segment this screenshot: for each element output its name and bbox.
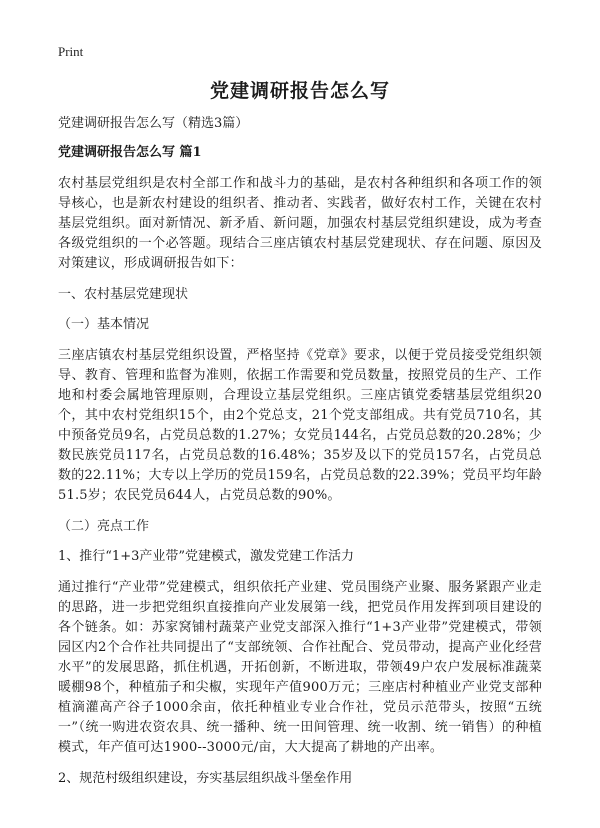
highlight-1-heading: 1、推行“1+3产业带”党建模式，激发党建工作活力	[58, 549, 354, 564]
highlight-1-paragraph: 通过推行“产业带”党建模式，组织依托产业建、党员围绕产业聚、服务紧跟产业走的思路，进一步把党组织直接推向产业发展第一线，把党员作用发挥到项目建设的各个链条。如：苏家窝铺村蔬菜产业党支部深入推行“1+3产业带”党建模式，带领园区内2个合作社共同提出了“支部统领、合作社配合、党员带动，提高产业化经营水平”的发展思路，抓住机遇，开拓创新，不断进取，带领49户农户发展标准蔬菜暖棚98个，种植茄子和尖椒，实现年产值900万元；三座店村种植业产业党支部种植滴灌高产谷子1000余亩，依托种植业专业合作社，党员示范带头，按照“五统一”（统一购进农资农具、统一播种、统一田间管理、统一收割、统一销售）的种植模式，年产值可达1900--3000元/亩，大大提高了耕地的产出率。	[58, 580, 542, 755]
intro-paragraph: 农村基层党组织是农村全部工作和战斗力的基础，是农村各种组织和各项工作的领导核心，也是新农村建设的组织者、推动者、实践者，做好农村工作，关键在农村基层党组织。面对新情况、新矛盾、新问题，加强农村基层党组织建设，成为考查各级党组织的一个必答题。现结合三座店镇农村基层党建现状、存在问题、原因及对策建议，形成调研报告如下：	[58, 176, 542, 271]
print-label: Print	[58, 44, 84, 59]
heading-basic-info: （一）基本情况	[58, 317, 150, 332]
document-title: 党建调研报告怎么写	[209, 80, 390, 102]
document-subtitle: 党建调研报告怎么写（精选3篇）	[58, 116, 249, 131]
heading-highlights: （二）亮点工作	[58, 519, 150, 534]
section-heading: 党建调研报告怎么写 篇1	[58, 145, 202, 160]
highlight-2-heading: 2、规范村级组织建设，夯实基层组织战斗堡垒作用	[58, 771, 353, 786]
basic-info-paragraph: 三座店镇农村基层党组织设置，严格坚持《党章》要求，以便于党员接受党组织领导、教育、管理和监督为准则，依据工作需要和党员数量，按照党员的生产、工作地和村委会属地管理原则，合理设立基层党组织。三座店镇党委辖基层党组织20个，其中农村党组织15个，由2个党总支，21个党支部组成。共有党员710名，其中预备党员9名，占党员总数的1.27%；女党员144名，占党员总数的20.28%；少数民族党员117名，占党员总数的16.48%；35岁及以下的党员157名，占党员总数的22.11%；大专以上学历的党员159名，占党员总数的22.39%；党员平均年龄51.5岁；农民党员644人，占党员总数的90%。	[58, 348, 542, 503]
heading-status: 一、农村基层党建现状	[58, 287, 189, 302]
